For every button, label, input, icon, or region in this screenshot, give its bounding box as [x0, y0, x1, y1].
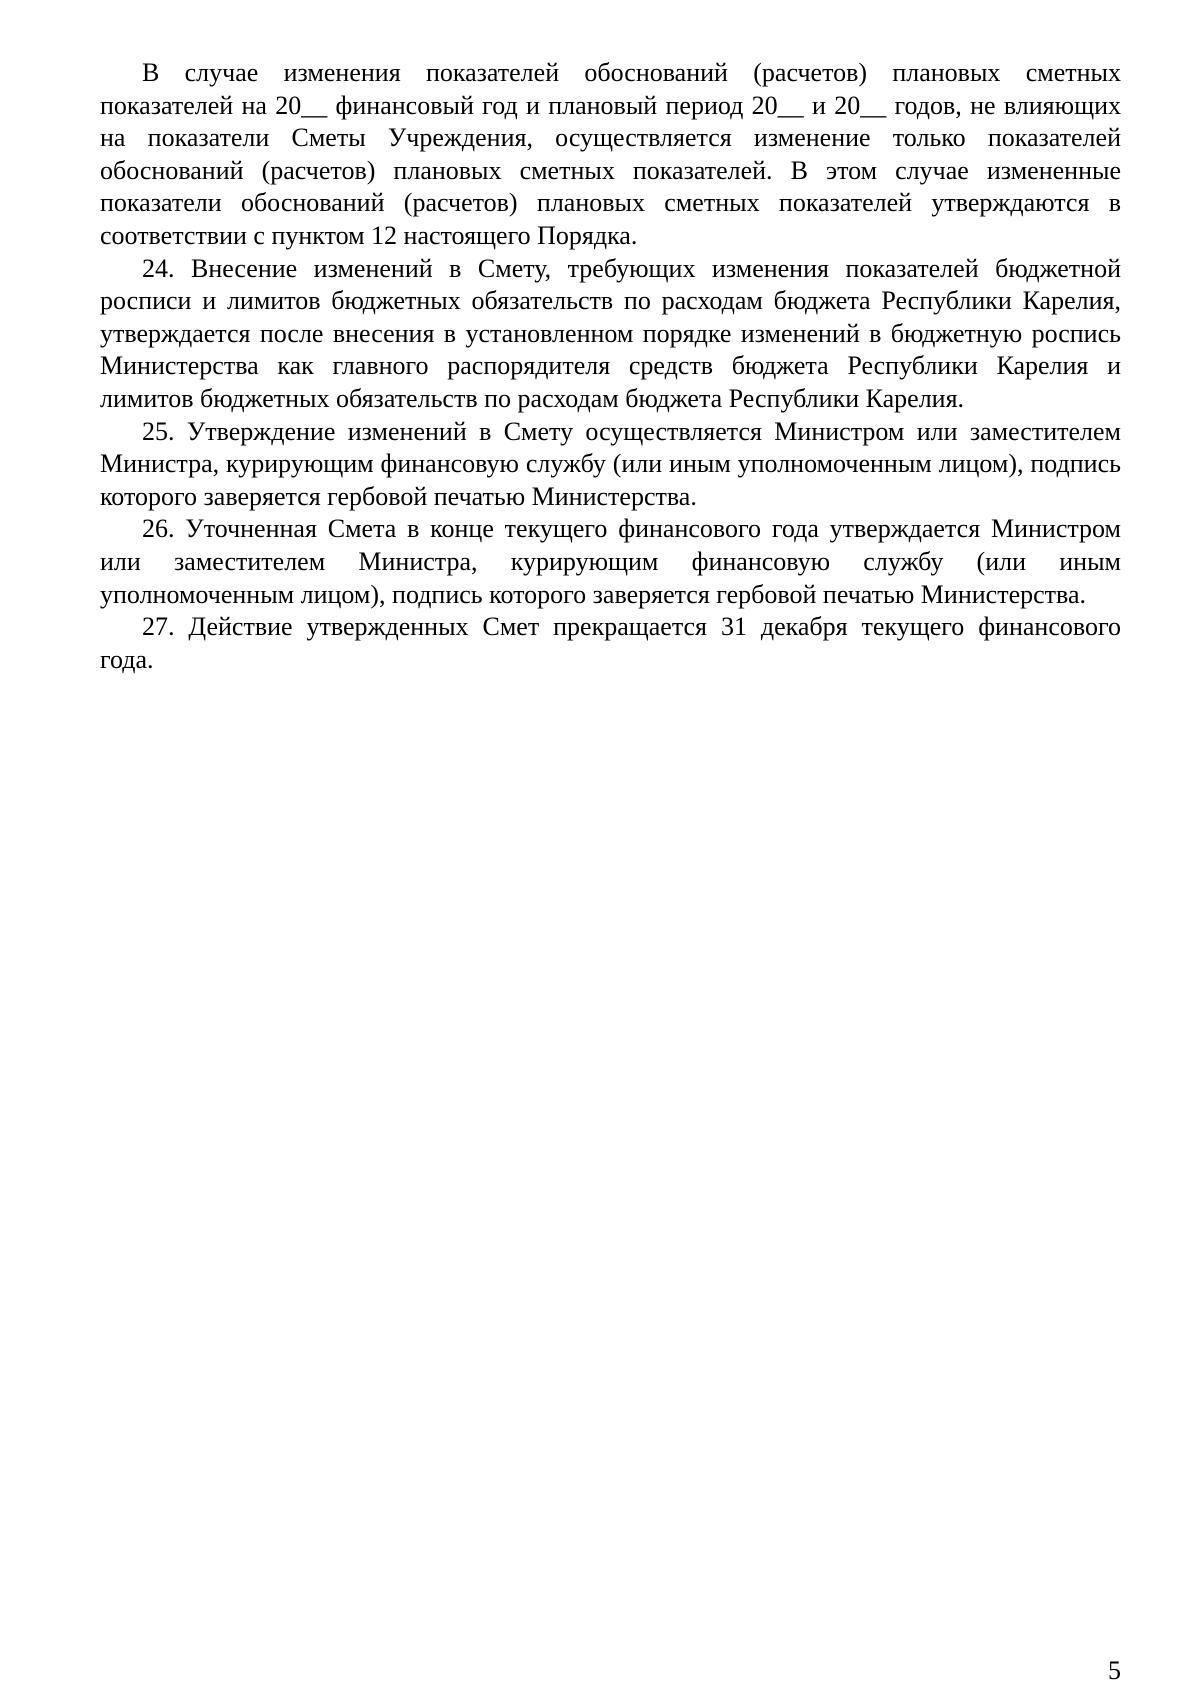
page-number: 5 [1108, 1656, 1121, 1685]
paragraph-26: 26. Уточненная Смета в конце текущего финансового года утверждается Министром или заместителем Министра, курирующим финансовую службу (или иным уполномоченным лицом), подпись которого заверяется гербовой печатью Министерства. [100, 514, 1121, 609]
paragraph-24: 24. Внесение изменений в Смету, требующих изменения показателей бюджетной росписи и лимитов бюджетных обязательств по расходам бюджета Республики Карелия, утверждается после внесения в установленном порядке изменений в бюджетную роспись Министерства как главного распорядителя средств бюджета Республики Карелия и лимитов бюджетных обязательств по расходам бюджета Республики Карелия. [100, 253, 1121, 413]
document-body [100, 57, 1121, 676]
paragraph-27: 27. Действие утвержденных Смет прекращается 31 декабря текущего финансового года. [100, 612, 1121, 674]
paragraph-25: 25. Утверждение изменений в Смету осуществляется Министром или заместителем Министра, курирующим финансовую службу (или иным уполномоченным лицом), подпись которого заверяется гербовой печатью Министерства. [100, 416, 1121, 511]
paragraph-budget-justification-changes: В случае изменения показателей обоснований (расчетов) плановых сметных показателей на 20__ финансовый год и плановый период 20__ и 20__ годов, не влияющих на показатели Сметы Учреждения, осуществляется изменение только показателей обоснований (расчетов) плановых сметных показателей. В этом случае измененные показатели обоснований (расчетов) плановых сметных показателей утверждаются в соответствии с пунктом 12 настоящего Порядка. [100, 58, 1121, 250]
